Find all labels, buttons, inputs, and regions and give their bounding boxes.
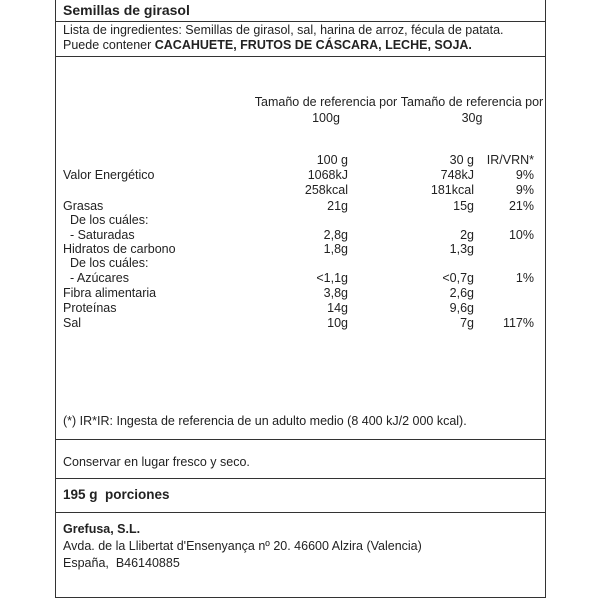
row-value-100: 3,8g	[323, 286, 348, 300]
manufacturer-address: Avda. de la Llibertat d'Ensenyança nº 20. 46600 Alzira (Valencia)	[63, 539, 422, 553]
row-value-30: 15g	[453, 199, 474, 213]
row-ir: 9%	[515, 168, 534, 182]
manufacturer-country-id: España, B46140885	[63, 556, 180, 570]
portions-divider	[55, 512, 546, 513]
row-value-30: 2,6g	[449, 286, 474, 300]
row-ir: 9%	[515, 183, 534, 197]
subheader-ir: IR/VRN*	[486, 153, 534, 167]
manufacturer-name: Grefusa, S.L.	[63, 522, 141, 536]
row-ir: 1%	[515, 271, 534, 285]
row-ir: 21%	[508, 199, 534, 213]
header-30-line2: 30g	[461, 111, 483, 125]
storage-instructions: Conservar en lugar fresco y seco.	[63, 455, 250, 469]
ingredients-divider	[55, 56, 546, 57]
row-value-30: 748kJ	[440, 168, 474, 182]
row-value-30: 7g	[460, 316, 474, 330]
row-label: Valor Energético	[63, 168, 155, 182]
row-value-30: 9,6g	[449, 301, 474, 315]
row-value-100: 1,8g	[323, 242, 348, 256]
row-label: - Azúcares	[63, 271, 129, 285]
row-value-100: 21g	[327, 199, 348, 213]
row-label: De los cuáles:	[63, 213, 149, 227]
row-ir: 10%	[508, 228, 534, 242]
row-value-30: 1,3g	[449, 242, 474, 256]
row-value-100: 2,8g	[323, 228, 348, 242]
row-ir: 117%	[502, 316, 534, 330]
header-100-line1: Tamaño de referencia por	[254, 95, 398, 109]
allergens-prefix: Puede contener	[63, 38, 155, 52]
row-value-100: 10g	[327, 316, 348, 330]
row-label: Grasas	[63, 199, 104, 213]
product-name: Semillas de girasol	[63, 2, 190, 18]
row-label: Hidratos de carbono	[63, 242, 176, 256]
reference-footnote: (*) IR*IR: Ingesta de referencia de un adulto medio (8 400 kJ/2 000 kcal).	[63, 414, 467, 428]
row-label: - Saturadas	[63, 228, 135, 242]
row-value-30: <0,7g	[442, 271, 474, 285]
row-label: De los cuáles:	[63, 256, 149, 270]
header-100-line2: 100g	[312, 111, 340, 125]
row-label: Sal	[63, 316, 82, 330]
ingredients-text: Lista de ingredientes: Semillas de girasol, sal, harina de arroz, fécula de patata.	[63, 23, 504, 37]
title-divider	[55, 21, 546, 22]
allergens-list: CACAHUETE, FRUTOS DE CÁSCARA, LECHE, SOJA.	[154, 38, 472, 52]
footnote-divider	[55, 439, 546, 440]
allergens-line	[63, 38, 472, 53]
row-value-100: 258kcal	[304, 183, 348, 197]
row-label: Proteínas	[63, 301, 117, 315]
row-value-100: 1068kJ	[307, 168, 348, 182]
portions: 195 g porciones	[63, 487, 170, 502]
row-value-100: 14g	[327, 301, 348, 315]
storage-divider	[55, 478, 546, 479]
subheader-30: 30 g	[449, 153, 474, 167]
row-value-30: 181kcal	[430, 183, 474, 197]
row-label: Fibra alimentaria	[63, 286, 157, 300]
row-value-100: <1,1g	[316, 271, 348, 285]
row-value-30: 2g	[460, 228, 474, 242]
header-30-line1: Tamaño de referencia por	[400, 95, 544, 109]
subheader-100: 100 g	[316, 153, 348, 167]
